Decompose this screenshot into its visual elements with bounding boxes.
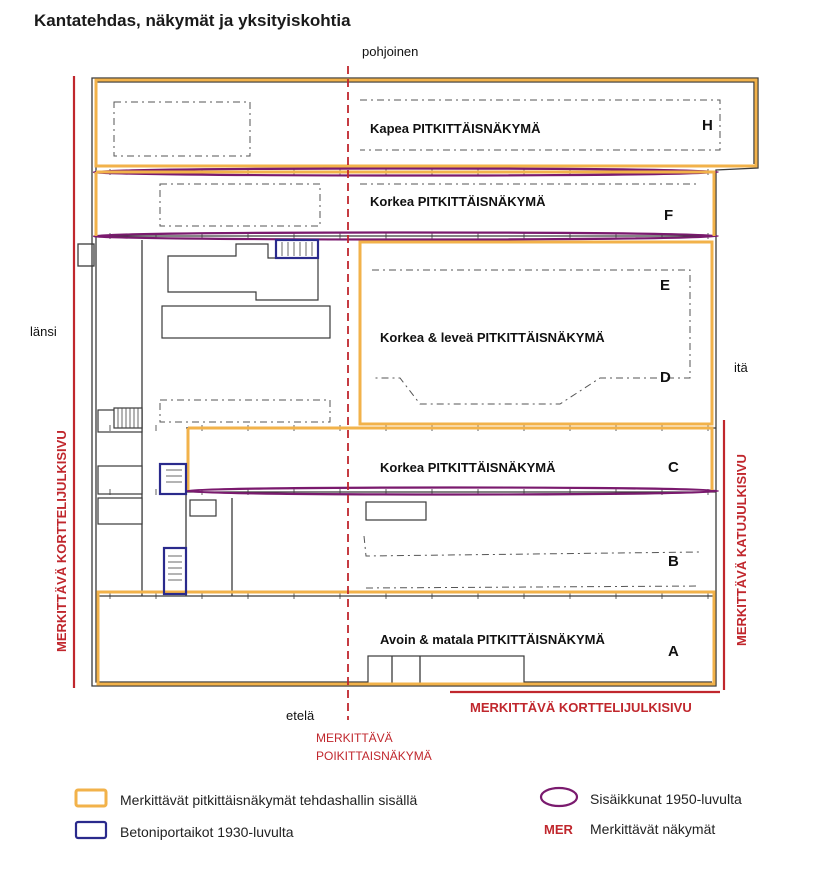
longitudinal-views (96, 80, 756, 684)
zone-label-E: Korkea & leveä PITKITTÄISNÄKYMÄ (380, 330, 605, 345)
east-facade-label: MERKITTÄVÄ KATUJULKISIVU (734, 454, 749, 646)
significant-views (74, 66, 724, 720)
zone-letter-A: A (668, 643, 679, 660)
interior-outline (114, 102, 250, 156)
view-outline-C (188, 428, 712, 490)
north-label: pohjoinen (362, 44, 419, 59)
east-label: itä (734, 360, 748, 375)
interior-room (98, 498, 142, 524)
zone-label-H: Kapea PITKITTÄISNÄKYMÄ (370, 121, 541, 136)
legend-orange-swatch (76, 790, 106, 806)
interior-room (190, 500, 216, 516)
interior-outline (160, 184, 320, 226)
interior-window-oval (186, 488, 718, 495)
interior-outline (364, 536, 700, 556)
interior-room (162, 306, 330, 338)
west-label: länsi (30, 324, 57, 339)
zone-letter-C: C (668, 459, 679, 476)
south-facade-label: MERKITTÄVÄ KORTTELIJULKISIVU (470, 700, 692, 715)
zone-label-A: Avoin & matala PITKITTÄISNÄKYMÄ (380, 632, 605, 647)
zone-letter-D: D (660, 369, 671, 386)
cross-view-label-2: POIKITTAISNÄKYMÄ (316, 749, 432, 763)
stair-hatch (114, 408, 142, 428)
legend (76, 788, 742, 840)
cross-view-label-1: MERKITTÄVÄ (316, 731, 393, 745)
diagram-title: Kantatehdas, näkymät ja yksityiskohtia (34, 11, 351, 30)
interior-room (98, 466, 142, 494)
south-label: etelä (286, 708, 315, 723)
legend-purple-swatch (541, 788, 577, 806)
west-facade-label: MERKITTÄVÄ KORTTELIJULKISIVU (54, 430, 69, 652)
stairwell (160, 464, 186, 494)
zone-letter-B: B (668, 553, 679, 570)
compass-labels (30, 44, 749, 723)
interior-outline (366, 586, 700, 588)
zone-letter-F: F (664, 207, 674, 224)
zone-letter-H: H (702, 117, 713, 134)
interior-outline (160, 400, 330, 422)
zone-label-C: Korkea PITKITTÄISNÄKYMÄ (380, 460, 556, 475)
zone-labels (370, 117, 713, 660)
interior-room (366, 502, 426, 520)
legend-blue-label: Betoniportaikot 1930-luvulta (120, 824, 294, 840)
zone-letter-E: E (660, 277, 671, 294)
stairwell (164, 548, 186, 594)
interior-room (168, 244, 318, 300)
zone-label-F: Korkea PITKITTÄISNÄKYMÄ (370, 194, 546, 209)
legend-purple-label: Sisäikkunat 1950-luvulta (590, 791, 742, 807)
legend-blue-swatch (76, 822, 106, 838)
legend-orange-label: Merkittävät pitkittäisnäkymät tehdashallin sisällä (120, 792, 418, 808)
legend-red-label: Merkittävät näkymät (590, 821, 716, 837)
legend-red-abbr: MER (544, 822, 573, 837)
